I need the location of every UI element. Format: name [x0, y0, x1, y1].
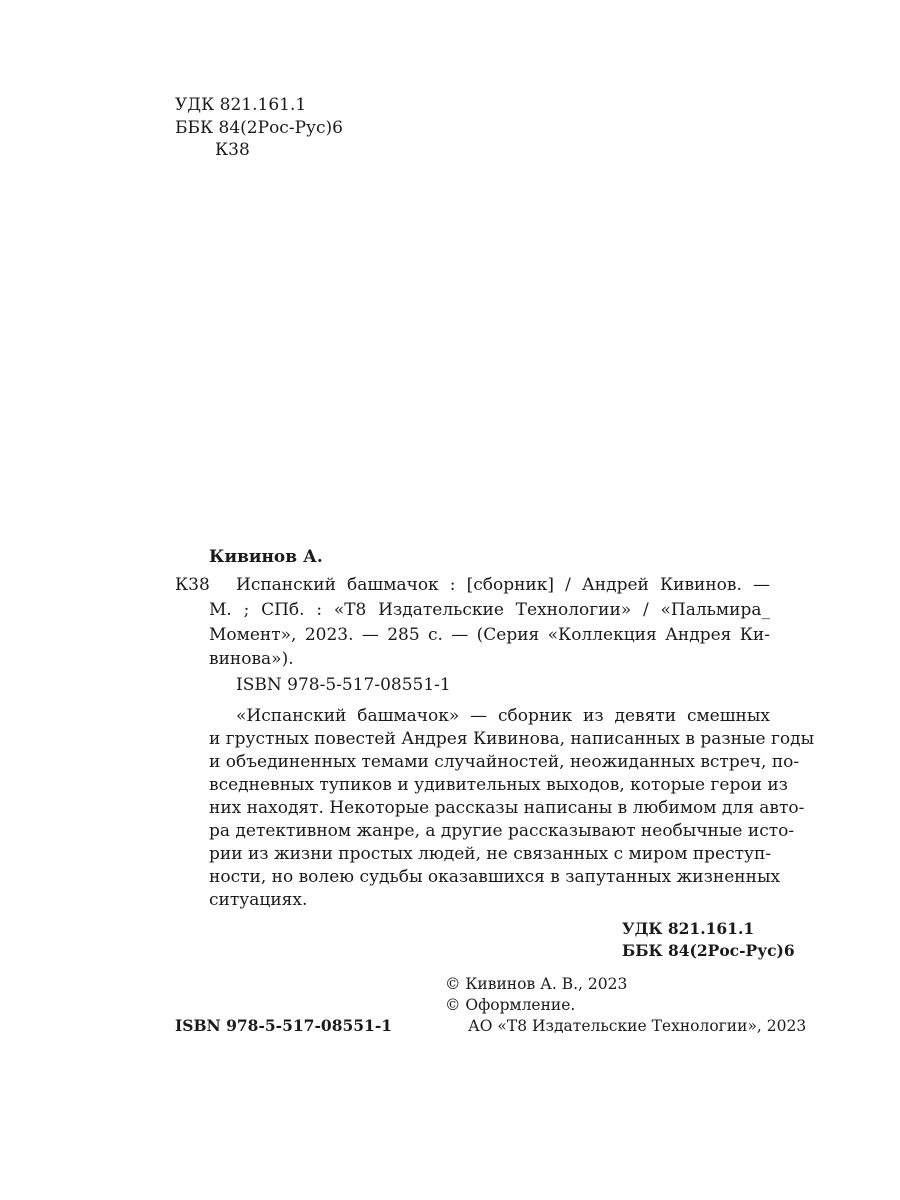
description-line: винова»). [209, 649, 294, 669]
copyright-publisher: АО «Т8 Издательские Технологии», 2023 [468, 1017, 807, 1035]
header-udk: УДК 821.161.1 [175, 95, 307, 115]
annotation-line: них находят. Некоторые рассказы написаны в любимом для авто- [209, 798, 805, 818]
header-author-code: К38 [215, 140, 250, 160]
footer-udk: УДК 821.161.1 [622, 919, 755, 938]
author-name: Кивинов А. [209, 547, 323, 567]
annotation-line: и объединенных темами случайностей, неожиданных встреч, по- [209, 752, 800, 772]
annotation-line: ности, но волею судьбы оказавшихся в запутанных жизненных [209, 867, 781, 887]
annotation-line: вседневных тупиков и удивительных выходов, которые герои из [209, 775, 788, 795]
record-isbn: ISBN 978-5-517-08551-1 [236, 675, 451, 695]
footer-isbn: ISBN 978-5-517-08551-1 [175, 1016, 393, 1035]
entry-author-code: К38 [175, 575, 210, 595]
annotation-line: ра детективном жанре, а другие рассказывают необычные исто- [209, 821, 795, 841]
description-line: М. ; СПб. : «Т8 Издательские Технологии» / «Пальмира_ [209, 600, 770, 620]
copyright-design: © Оформление. [445, 996, 576, 1014]
description-line: Момент», 2023. — 285 с. — (Серия «Коллекция Андрея Ки- [209, 625, 770, 645]
annotation-line: рии из жизни простых людей, не связанных с миром преступ- [209, 844, 772, 864]
header-bbk: ББК 84(2Рос-Рус)6 [175, 118, 343, 138]
annotation-line: ситуациях. [209, 890, 308, 910]
copyright-author: © Кивинов А. В., 2023 [445, 975, 628, 993]
description-line: Испанский башмачок : [сборник] / Андрей Кивинов. — [236, 575, 770, 595]
annotation-line: и грустных повестей Андрея Кивинова, написанных в разные годы [209, 729, 815, 749]
annotation-line: «Испанский башмачок» — сборник из девяти смешных [236, 706, 770, 726]
footer-bbk: ББК 84(2Рос-Рус)6 [622, 941, 795, 960]
